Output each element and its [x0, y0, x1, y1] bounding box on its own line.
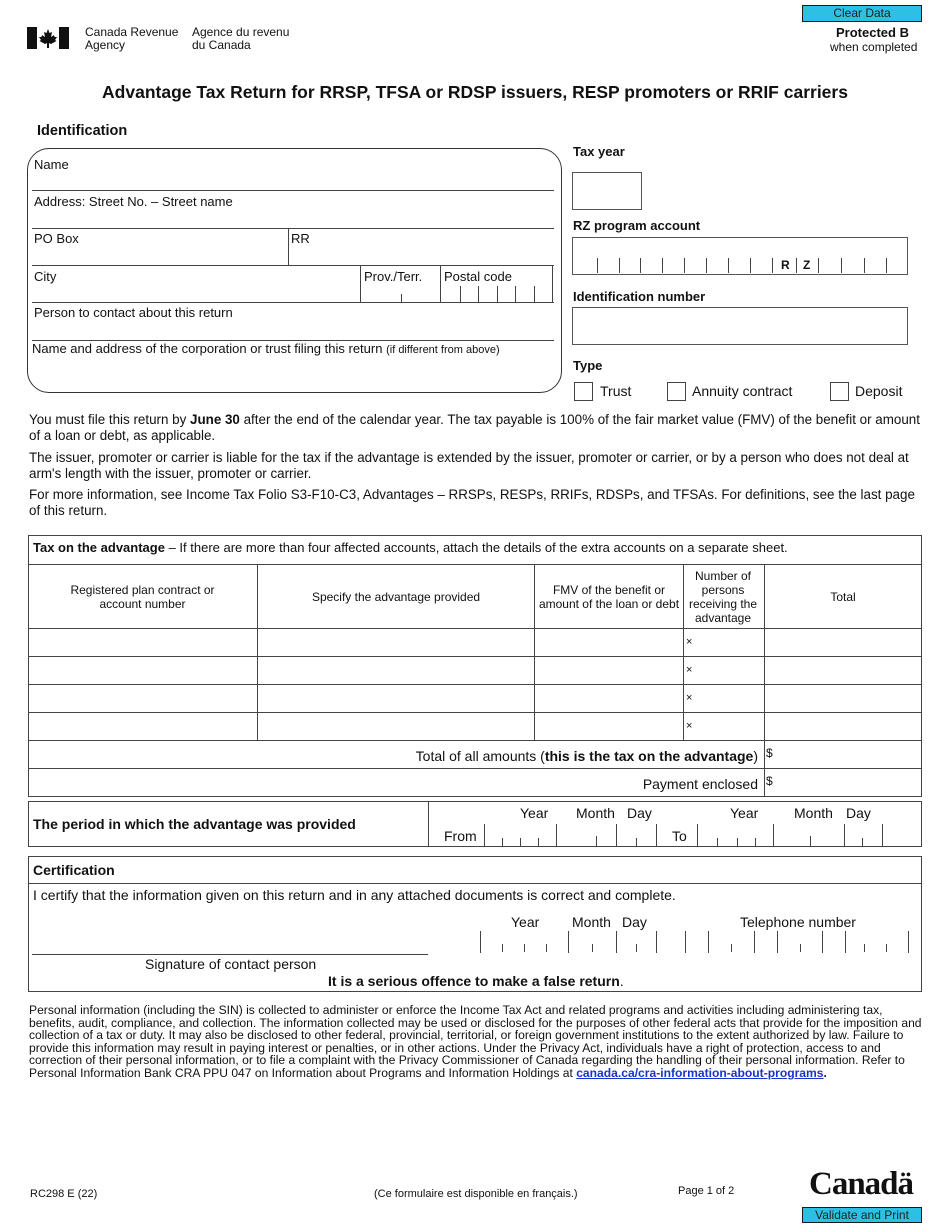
name-field[interactable] [32, 172, 554, 190]
row1-fmv-field[interactable] [536, 630, 682, 655]
row3-times: × [686, 692, 693, 704]
privacy-link[interactable]: canada.ca/cra-information-about-programs [576, 1065, 824, 1080]
tax-year-label: Tax year [573, 144, 625, 159]
more-info-paragraph: For more information, see Income Tax Folio S3-F10-C3, Advantages – RRSPs, RESPs, RRIFs, RDSPs, and TFSAs. For definitions, see the last page of this return. [29, 487, 915, 518]
trust-label: Trust [600, 383, 632, 399]
col-fmv-header: FMV of the benefit or amount of the loan or debt [538, 582, 680, 611]
agency-name-en [85, 26, 178, 51]
po-box-label: PO Box [34, 231, 79, 246]
protected-sublabel: when completed [830, 40, 918, 54]
rz-account-field[interactable] [572, 237, 908, 275]
to-month-label: Month [794, 805, 833, 821]
deposit-label: Deposit [855, 383, 903, 399]
corp-field[interactable] [32, 358, 554, 384]
row3-total-field[interactable] [766, 686, 920, 711]
tax-heading-rest: – If there are more than four affected accounts, attach the details of the extra accounts on a separate sheet. [164, 540, 788, 555]
p1-pre: You must file this return by [29, 412, 191, 427]
certification-heading: Certification [33, 862, 115, 878]
rz-z-letter: Z [803, 258, 811, 272]
agency-en-line2: Agency [85, 37, 126, 52]
payment-enclosed-field[interactable] [776, 770, 920, 795]
annuity-checkbox[interactable] [667, 382, 686, 401]
contact-field[interactable] [32, 321, 554, 339]
signature-label: Signature of contact person [145, 956, 317, 972]
page-number: Page 1 of 2 [678, 1185, 735, 1197]
col-advantage-header: Specify the advantage provided [311, 589, 481, 604]
identification-heading: Identification [37, 123, 128, 139]
validate-print-button[interactable]: Validate and Print [802, 1207, 922, 1223]
tax-heading-bold: Tax on the advantage [33, 540, 165, 555]
address-field[interactable] [32, 210, 554, 228]
privacy-end: . [823, 1065, 827, 1080]
total-dollar-sign: $ [766, 746, 773, 760]
col-account-header: Registered plan contract or account number [70, 582, 215, 611]
row4-times: × [686, 720, 693, 732]
french-availability: (Ce formulaire est disponible en français.) [374, 1188, 578, 1200]
city-label: City [34, 269, 57, 284]
total-bold: this is the tax on the advantage [544, 748, 754, 764]
total-pre: Total of all amounts ( [415, 748, 545, 764]
row3-persons-field[interactable] [696, 686, 762, 711]
agency-fr-line1: Agence du revenu [192, 25, 290, 39]
contact-label: Person to contact about this return [34, 305, 233, 320]
cert-year-label: Year [511, 914, 540, 930]
cert-day-label: Day [622, 914, 647, 930]
liability-paragraph: The issuer, promoter or carrier is liable for the tax if the advantage is extended by the issuer, promoter or carrier, or by a person who does not deal at arm's length with the issuer, promoter or carrier. [29, 450, 909, 481]
government-flag-icon [27, 27, 69, 49]
prov-label: Prov./Terr. [364, 269, 423, 284]
tax-table-heading [33, 540, 788, 555]
offence-end: . [619, 973, 624, 989]
corp-label-note: (if different from above) [386, 344, 500, 356]
id-number-field[interactable] [572, 307, 908, 345]
row4-account-field[interactable] [30, 714, 256, 739]
form-id: RC298 E (22) [30, 1188, 98, 1200]
type-label: Type [573, 358, 603, 373]
payment-enclosed-label: Payment enclosed [642, 776, 758, 792]
p1-post: after the end of the calendar year. The tax payable is 100% of the fair market value (FMV) of the benefit or amount of a loan or debt, as applicable. [29, 412, 920, 443]
certification-statement: I certify that the information given on this return and in any attached documents is correct and complete. [33, 887, 676, 903]
col-persons-header: Number of persons receiving the advantage [688, 568, 758, 625]
row2-account-field[interactable] [30, 658, 256, 683]
to-date-field[interactable] [697, 824, 883, 846]
trust-checkbox[interactable] [574, 382, 593, 401]
agency-en-line1: Canada Revenue [85, 25, 179, 39]
row2-times: × [686, 664, 693, 676]
city-field[interactable] [32, 284, 358, 302]
period-label: The period in which the advantage was provided [33, 816, 356, 832]
protected-label: Protected B [836, 25, 909, 40]
col-total-header: Total [830, 589, 856, 604]
row3-fmv-field[interactable] [536, 686, 682, 711]
corp-label-text: Name and address of the corporation or trust filing this return [32, 341, 383, 356]
from-month-label: Month [576, 805, 615, 821]
address-label: Address: Street No. – Street name [34, 194, 233, 209]
row2-advantage-field[interactable] [259, 658, 533, 683]
to-label: To [672, 828, 687, 844]
from-year-label: Year [520, 805, 549, 821]
row1-times: × [686, 636, 693, 648]
payment-dollar-sign: $ [766, 774, 773, 788]
canada-wordmark: Canadä [809, 1166, 914, 1202]
cert-month-label: Month [572, 914, 611, 930]
row4-persons-field[interactable] [696, 714, 762, 739]
from-date-field[interactable] [484, 824, 656, 846]
phone-label: Telephone number [740, 914, 856, 930]
po-box-field[interactable] [32, 246, 286, 264]
row1-total-field[interactable] [766, 630, 920, 655]
row1-advantage-field[interactable] [259, 630, 533, 655]
total-amount-label [300, 748, 758, 764]
row1-account-field[interactable] [30, 630, 256, 655]
row2-persons-field[interactable] [696, 658, 762, 683]
agency-name-fr [192, 26, 289, 51]
p1-bold: June 30 [190, 412, 240, 427]
row4-total-field[interactable] [766, 714, 920, 739]
false-return-warning [328, 973, 624, 989]
name-label: Name [34, 157, 69, 172]
filing-deadline-paragraph [29, 412, 921, 443]
to-day-label: Day [846, 805, 871, 821]
privacy-notice [29, 1004, 922, 1080]
agency-fr-line2: du Canada [192, 37, 251, 52]
row2-total-field[interactable] [766, 658, 920, 683]
corp-label [32, 341, 500, 356]
rr-label: RR [291, 231, 310, 246]
row4-advantage-field[interactable] [259, 714, 533, 739]
clear-data-button[interactable]: Clear Data [802, 5, 922, 22]
from-label: From [444, 828, 477, 844]
total-tax-field[interactable] [776, 742, 920, 767]
page-title: Advantage Tax Return for RRSP, TFSA or RDSP issuers, RESP promoters or RRIF carriers [102, 82, 848, 102]
deposit-checkbox[interactable] [830, 382, 849, 401]
postal-code-label: Postal code [444, 269, 512, 284]
row2-fmv-field[interactable] [536, 658, 682, 683]
row1-persons-field[interactable] [696, 630, 762, 655]
signature-field[interactable] [32, 925, 428, 953]
row3-account-field[interactable] [30, 686, 256, 711]
offence-bold: It is a serious offence to make a false return [328, 973, 620, 989]
from-day-label: Day [627, 805, 652, 821]
tax-year-field[interactable] [572, 172, 642, 210]
row4-fmv-field[interactable] [536, 714, 682, 739]
row3-advantage-field[interactable] [259, 686, 533, 711]
privacy-text: Personal information (including the SIN) is collected to administer or enforce the Income Tax Act and related programs and activities including administering tax, benefits, audit, compliance, and collection. The information collected may be used or disclosed for the purposes of other federal acts that provide for the imposition and collection of a tax or duty. It may also be disclosed to other federal, provincial, territorial, or foreign government institutions to the extent authorized by law. Failure to provide this information may result in paying interest or penalties, or in other actions. Under the Privacy Act, individuals have a right of protection, access to and correction of their personal information, or to file a complaint with the Privacy Commissioner of Canada regarding the handling of their personal information. Refer to Personal Information Bank CRA PPU 047 on Information about Programs and Information Holdings at [29, 1003, 922, 1080]
id-number-label: Identification number [573, 289, 706, 304]
annuity-label: Annuity contract [692, 383, 793, 399]
phone-field[interactable] [685, 931, 909, 953]
rz-account-label: RZ program account [573, 218, 701, 233]
rr-field[interactable] [292, 246, 554, 264]
total-post: ) [753, 748, 758, 764]
rz-r-letter: R [781, 258, 790, 272]
to-year-label: Year [730, 805, 759, 821]
